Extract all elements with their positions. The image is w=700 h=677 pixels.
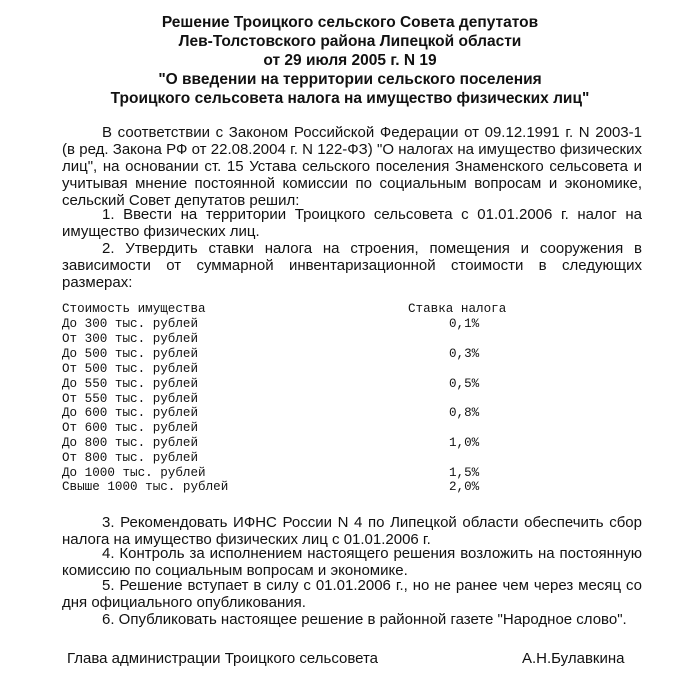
- rate-table-header-value: Стоимость имущества: [62, 302, 206, 316]
- table-row-rate: 1,5%: [449, 466, 480, 480]
- item-3: 3. Рекомендовать ИФНС России N 4 по Липецкой области обеспечить сбор налога на имущество физических лиц с 01.01.2006 г.: [62, 514, 642, 548]
- title-line-4: "О введении на территории сельского поселения: [158, 71, 542, 88]
- item-5: 5. Решение вступает в силу с 01.01.2006 г., но не ранее чем через месяц со дня официального опубликования.: [62, 577, 642, 611]
- table-row-value: От 600 тыс. рублей: [62, 421, 199, 435]
- title-line-2: Лев-Толстовского района Липецкой области: [178, 33, 522, 50]
- item-6: 6. Опубликовать настоящее решение в районной газете "Народное слово".: [102, 611, 627, 628]
- table-row-rate: 2,0%: [449, 480, 480, 494]
- item-2: 2. Утвердить ставки налога на строения, помещения и сооружения в зависимости от суммарной инвентаризационной стоимости в следующих размерах:: [62, 240, 642, 291]
- table-row-value: До 800 тыс. рублей: [62, 436, 199, 450]
- table-row-value: До 550 тыс. рублей: [62, 377, 199, 391]
- title-line-5: Троицкого сельсовета налога на имущество физических лиц": [110, 90, 590, 107]
- title-line-1: Решение Троицкого сельского Совета депутатов: [161, 14, 539, 31]
- signature-name: А.Н.Булавкина: [522, 650, 625, 667]
- preamble: В соответствии с Законом Российской Федерации от 09.12.1991 г. N 2003-1 (в ред. Закона РФ от 22.08.2004 г. N 122-ФЗ) "О налогах на имущество физических лиц", на основании ст. 15 Устава сельского поселения Знаменского сельсовета и учитывая мнение постоянной комиссии по социальным вопросам и экономике, сельский Совет депутатов решил:: [62, 124, 642, 209]
- table-row-rate: 0,5%: [449, 377, 480, 391]
- table-row-rate: 1,0%: [449, 436, 480, 450]
- item-4: 4. Контроль за исполнением настоящего решения возложить на постоянную комиссию по социальным вопросам и экономике.: [62, 545, 642, 579]
- signature-position: Глава администрации Троицкого сельсовета: [67, 650, 379, 667]
- table-row-value: От 550 тыс. рублей: [62, 392, 199, 406]
- table-row-value: До 300 тыс. рублей: [62, 317, 199, 331]
- table-row-value: До 1000 тыс. рублей: [62, 466, 206, 480]
- table-row-value: От 800 тыс. рублей: [62, 451, 199, 465]
- table-row-rate: 0,1%: [449, 317, 480, 331]
- table-row-value: До 600 тыс. рублей: [62, 406, 199, 420]
- table-row-value: От 300 тыс. рублей: [62, 332, 199, 346]
- table-row-value: До 500 тыс. рублей: [62, 347, 199, 361]
- item-1: 1. Ввести на территории Троицкого сельсовета с 01.01.2006 г. налог на имущество физических лиц.: [62, 206, 642, 240]
- table-row-value: Свыше 1000 тыс. рублей: [62, 480, 229, 494]
- table-row-value: От 500 тыс. рублей: [62, 362, 199, 376]
- table-row-rate: 0,8%: [449, 406, 480, 420]
- rate-table-header-rate: Ставка налога: [408, 302, 507, 316]
- title-line-3: от 29 июля 2005 г. N 19: [263, 52, 437, 69]
- table-row-rate: 0,3%: [449, 347, 480, 361]
